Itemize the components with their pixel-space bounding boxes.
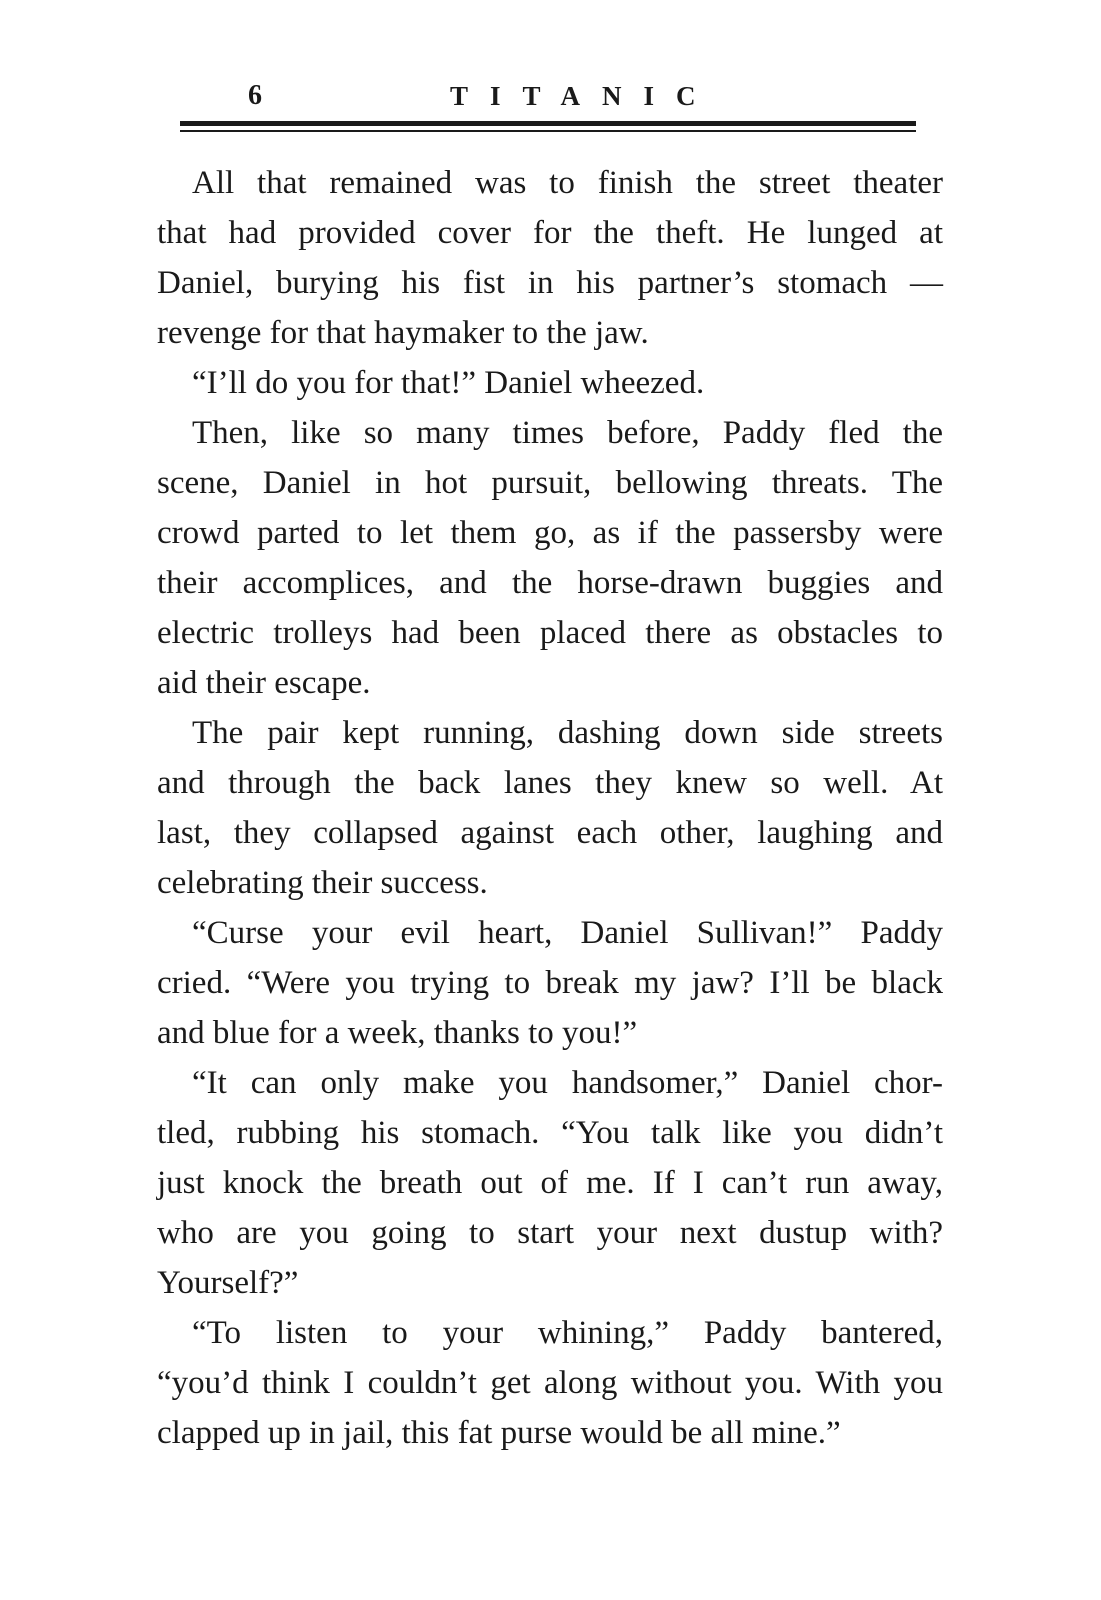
text-line: and through the back lanes they knew so well. At xyxy=(157,765,943,801)
text-line: “I’ll do you for that!” Daniel wheezed. xyxy=(192,365,705,401)
text-line: and blue for a week, thanks to you!” xyxy=(157,1015,638,1051)
text-line: clapped up in jail, this fat purse would be all mine.” xyxy=(157,1415,841,1451)
text-line: “It can only make you handsomer,” Daniel chor- xyxy=(192,1065,943,1101)
text-line: celebrating their success. xyxy=(157,865,488,901)
paragraph xyxy=(157,358,943,408)
text-line: their accomplices, and the horse-drawn buggies and xyxy=(157,565,943,601)
text-line: cried. “Were you trying to break my jaw? I’ll be black xyxy=(157,965,943,1001)
text-line: “you’d think I couldn’t get along without you. With you xyxy=(157,1365,943,1401)
text-line: All that remained was to finish the street theater xyxy=(192,165,943,201)
text-line: that had provided cover for the theft. He lunged at xyxy=(157,215,943,251)
text-line: who are you going to start your next dustup with? xyxy=(157,1215,943,1251)
paragraph xyxy=(157,158,943,358)
text-line: Then, like so many times before, Paddy fled the xyxy=(192,415,943,451)
text-line: crowd parted to let them go, as if the passersby were xyxy=(157,515,943,551)
paragraph xyxy=(157,1058,943,1308)
text-line: Yourself?” xyxy=(157,1265,299,1301)
text-line: just knock the breath out of me. If I can’t run away, xyxy=(157,1165,943,1201)
running-title: TITANIC xyxy=(450,81,718,111)
header-rule-thin xyxy=(180,130,916,132)
paragraph xyxy=(157,708,943,908)
text-line: electric trolleys had been placed there as obstacles to xyxy=(157,615,943,651)
paragraph xyxy=(157,908,943,1058)
text-line: “To listen to your whining,” Paddy bantered, xyxy=(192,1315,943,1351)
paragraph xyxy=(157,408,943,708)
text-line: “Curse your evil heart, Daniel Sullivan!” Paddy xyxy=(192,915,943,951)
text-line: revenge for that haymaker to the jaw. xyxy=(157,315,649,351)
text-line: aid their escape. xyxy=(157,665,371,701)
text-line: scene, Daniel in hot pursuit, bellowing threats. The xyxy=(157,465,943,501)
text-line: last, they collapsed against each other, laughing and xyxy=(157,815,943,851)
running-header xyxy=(180,76,916,116)
text-line: Daniel, burying his fist in his partner’s stomach — xyxy=(157,265,943,301)
page-number: 6 xyxy=(248,80,262,111)
text-line: The pair kept running, dashing down side streets xyxy=(192,715,943,751)
header-rule-thick xyxy=(180,121,916,126)
body-text xyxy=(157,158,943,1458)
paragraph xyxy=(157,1308,943,1458)
text-line: tled, rubbing his stomach. “You talk like you didn’t xyxy=(157,1115,943,1151)
